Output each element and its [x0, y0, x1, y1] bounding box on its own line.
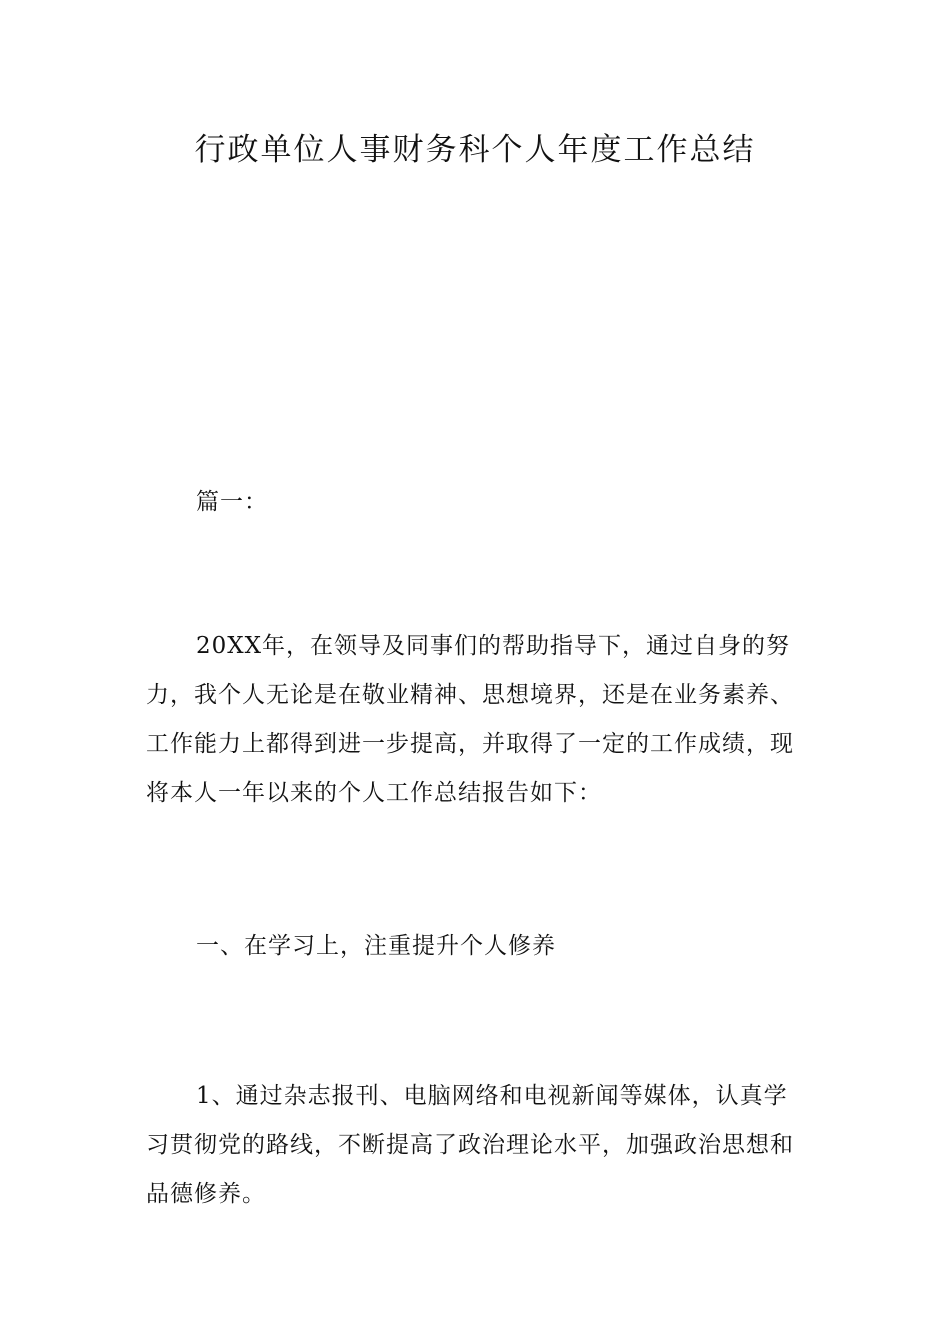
section-label: 篇一： [196, 489, 268, 515]
list-item: 1、通过杂志报刊、电脑网络和电视新闻等媒体，认真学习贯彻党的路线，不断提高了政治理论水平，加强政治思想和品德修养。 [146, 1083, 794, 1207]
section-heading: 一、在学习上，注重提升个人修养 [196, 933, 556, 959]
intro-paragraph: 20XX年，在领导及同事们的帮助指导下，通过自身的努力，我个人无论是在敬业精神、思想境界，还是在业务素养、工作能力上都得到进一步提高，并取得了一定的工作成绩，现将本人一年以来的个人工作总结报告如下： [146, 633, 794, 806]
document-title: 行政单位人事财务科个人年度工作总结 [194, 132, 756, 168]
